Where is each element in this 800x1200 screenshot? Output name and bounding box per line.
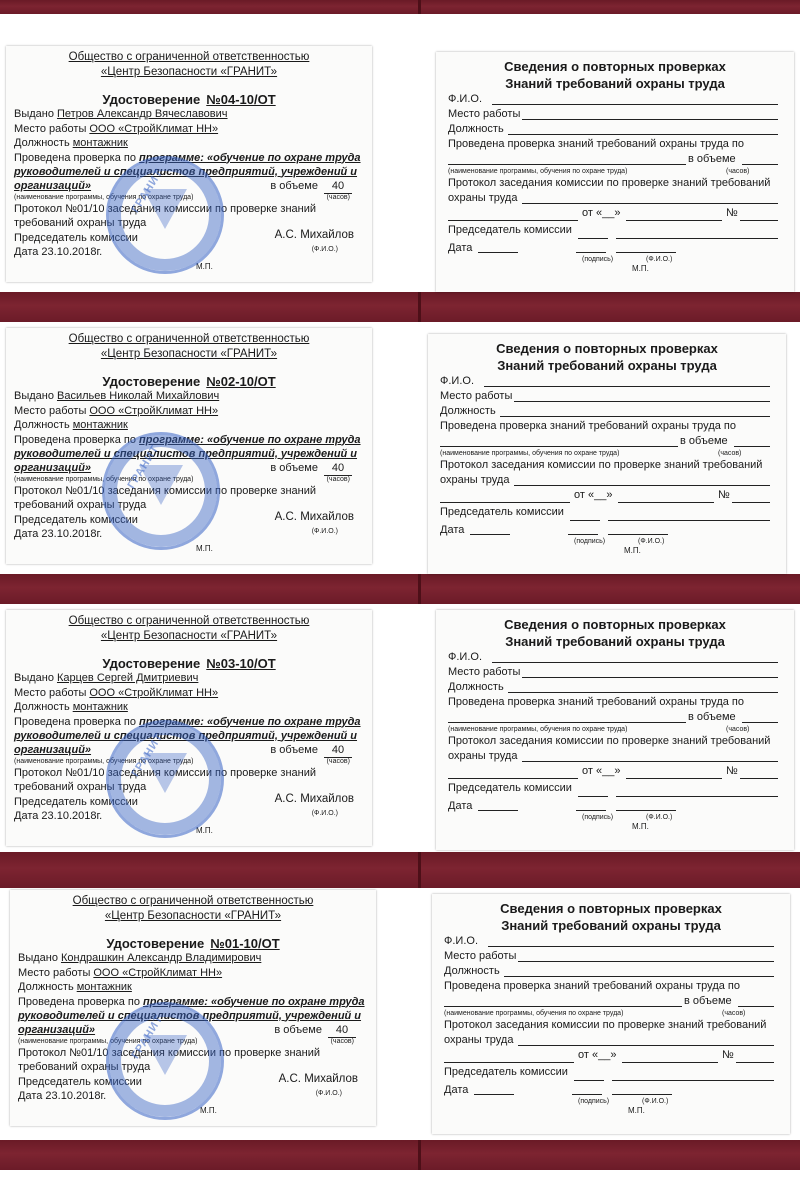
- volume: [270, 743, 352, 758]
- workplace-label: Место работы: [448, 108, 521, 120]
- protocol-line-2: требований охраны труда: [14, 217, 147, 229]
- program-hint: (наименование программы, обучения по охране труда): [14, 757, 194, 765]
- volume-value: 40: [324, 179, 352, 194]
- date-row: [436, 799, 794, 813]
- position-row: [428, 404, 786, 419]
- hours-hint: (часов): [326, 475, 350, 483]
- check-row: [428, 419, 786, 434]
- issue-date: Дата 23.10.2018г.: [14, 809, 103, 822]
- protocol-line-1: Протокол заседания комиссии по проверке знаний требований: [448, 177, 771, 189]
- sign-hints: [428, 537, 786, 546]
- protocol-date-row: [436, 764, 794, 781]
- number-label: №: [718, 489, 730, 501]
- program-line-3: организаций»: [14, 743, 92, 756]
- issued-to: Васильев Николай Михайлович: [56, 390, 220, 402]
- check-label: Проведена проверка знаний требований охраны труда по: [448, 696, 744, 708]
- chair-label: Председатель комиссии: [448, 782, 572, 794]
- company-seal: ГРАНИТ: [106, 1002, 224, 1120]
- protocol-line-2: охраны труда: [448, 192, 518, 204]
- mp-row: [432, 1106, 790, 1115]
- fio-row: [428, 374, 786, 389]
- issue-date: Дата 23.10.2018г.: [14, 527, 103, 540]
- position-label: Должность: [14, 137, 70, 149]
- organization-name: [10, 894, 376, 924]
- position-row: [432, 964, 790, 979]
- program-block: [6, 715, 372, 757]
- volume-value: 40: [324, 461, 352, 476]
- date-label: Дата: [448, 800, 473, 812]
- company-seal: ГРАНИТ: [106, 720, 224, 838]
- certificate-card: [6, 328, 372, 564]
- org-line-1: Общество с ограниченной ответственностью: [68, 51, 310, 63]
- position-label: Должность: [448, 123, 504, 135]
- org-line-2: «Центр Безопасности «ГРАНИТ»: [104, 910, 282, 922]
- title-text: Удостоверение: [102, 374, 201, 389]
- check-label: Проведена проверка по: [14, 433, 136, 446]
- workplace-value: ООО «СтройКлимат НН»: [89, 122, 219, 135]
- mp-row: [436, 822, 794, 831]
- workplace-value: ООО «СтройКлимат НН»: [93, 966, 223, 979]
- fio-row: [432, 934, 790, 949]
- issued-row: [6, 671, 372, 686]
- program-line-3: организаций»: [14, 461, 92, 474]
- workplace-value: ООО «СтройКлимат НН»: [89, 404, 219, 417]
- date-row: [10, 1089, 376, 1115]
- workplace-row: [432, 949, 790, 964]
- program-line-1: программе: «обучение по охране труда: [143, 995, 365, 1008]
- fio-hint: (Ф.И.О.): [311, 245, 338, 253]
- chair-name: А.С. Михайлов: [274, 228, 354, 241]
- from-label: от «__»: [574, 489, 613, 501]
- check-row: [436, 137, 794, 152]
- recheck-title-line-2: Знаний требований охраны труда: [497, 358, 717, 373]
- protocol-line-2: требований охраны труда: [14, 781, 147, 793]
- protocol-date-row: [432, 1048, 790, 1065]
- chair-name: А.С. Михайлов: [274, 510, 354, 523]
- org-line-2: «Центр Безопасности «ГРАНИТ»: [100, 66, 278, 78]
- from-label: от «__»: [582, 765, 621, 777]
- date-label: Дата: [440, 524, 465, 536]
- volume-label: в объеме: [270, 179, 318, 192]
- hours-hint: (часов): [330, 1037, 354, 1045]
- recheck-title-line-1: Сведения о повторных проверках: [504, 617, 726, 632]
- number-label: №: [722, 1049, 734, 1061]
- issued-row: [6, 389, 372, 404]
- chair-name: А.С. Михайлов: [278, 1072, 358, 1085]
- workplace-row: [6, 686, 372, 701]
- recheck-title-line-1: Сведения о повторных проверках: [496, 341, 718, 356]
- volume: [270, 179, 352, 194]
- program-block: [10, 995, 376, 1037]
- date-row: [428, 523, 786, 537]
- workplace-row: [6, 122, 372, 137]
- protocol-line-2: охраны труда: [440, 474, 510, 486]
- position-row: [436, 122, 794, 137]
- date-row: [6, 527, 372, 553]
- chair-label: Председатель комиссии: [18, 1075, 142, 1088]
- workplace-label: Место работы: [440, 390, 513, 402]
- number-label: №: [726, 207, 738, 219]
- fio-hint: (Ф.И.О.): [315, 1089, 342, 1097]
- program-hint: (наименование программы, обучения по охране труда): [440, 450, 620, 457]
- certificate-card: [6, 46, 372, 282]
- check-row: [432, 979, 790, 994]
- recheck-card: [436, 610, 794, 850]
- hours-hint: (часов): [726, 168, 750, 175]
- date-row: [432, 1083, 790, 1097]
- volume-value: 40: [328, 1023, 356, 1038]
- program-line-2: руководителей и специалистов предприятий, учреждений и: [18, 1009, 362, 1022]
- protocol-row-2: [436, 191, 794, 206]
- date-row: [436, 241, 794, 255]
- recheck-title-line-2: Знаний требований охраны труда: [505, 634, 725, 649]
- workplace-row: [436, 107, 794, 122]
- check-label: Проведена проверка знаний требований охраны труда по: [440, 420, 736, 432]
- fio-label: Ф.И.О.: [440, 375, 474, 387]
- program-hints: [6, 475, 372, 484]
- program-hint: (наименование программы, обучения по охране труда): [14, 475, 194, 483]
- stamp-place: М.П.: [628, 1106, 645, 1115]
- fio-row: [436, 92, 794, 107]
- sign-hints: [436, 255, 794, 264]
- program-line-3: организаций»: [18, 1023, 96, 1036]
- volume-label: в объеме: [684, 995, 732, 1007]
- sign-hint: (подпись): [582, 814, 614, 821]
- org-line-1: Общество с ограниченной ответственностью: [68, 333, 310, 345]
- program-hint: (наименование программы, обучения по охране труда): [444, 1010, 624, 1017]
- hours-hint: (часов): [326, 193, 350, 201]
- program-line-1: программе: «обучение по охране труда: [139, 715, 361, 728]
- protocol-line-1: Протокол заседания комиссии по проверке знаний требований: [444, 1019, 767, 1031]
- program-hint: (наименование программы, обучения по охране труда): [448, 726, 628, 733]
- stamp-place: М.П.: [196, 543, 213, 553]
- program-hints: [6, 193, 372, 202]
- sign-hints: [432, 1097, 790, 1106]
- fio-hint: (Ф.И.О.): [311, 809, 338, 817]
- program-hints: [436, 725, 794, 734]
- recheck-title: [436, 58, 794, 92]
- org-line-2: «Центр Безопасности «ГРАНИТ»: [100, 630, 278, 642]
- protocol-line-2: охраны труда: [444, 1034, 514, 1046]
- date-row: [6, 245, 372, 271]
- date-label: Дата: [444, 1084, 469, 1096]
- position-value: монтажник: [72, 701, 128, 713]
- mp-row: [436, 264, 794, 273]
- issued-to: Петров Александр Вячеславович: [56, 108, 228, 120]
- recheck-title: [432, 900, 790, 934]
- fio-hint: (Ф.И.О.): [646, 814, 673, 821]
- position-row: [10, 980, 376, 995]
- recheck-card: [432, 894, 790, 1134]
- cover-band-2: [0, 292, 800, 322]
- hours-hint: (часов): [726, 726, 750, 733]
- sign-hint: (подпись): [574, 538, 606, 545]
- chair-label: Председатель комиссии: [14, 513, 138, 526]
- fio-label: Ф.И.О.: [448, 651, 482, 663]
- volume-label: в объеме: [270, 461, 318, 474]
- issue-date: Дата 23.10.2018г.: [14, 245, 103, 258]
- workplace-row: [6, 404, 372, 419]
- title-text: Удостоверение: [102, 92, 201, 107]
- position-label: Должность: [14, 701, 70, 713]
- issued-to: Карцев Сергей Дмитриевич: [56, 672, 199, 684]
- position-value: монтажник: [72, 137, 128, 149]
- protocol-line-1: Протокол заседания комиссии по проверке знаний требований: [440, 459, 763, 471]
- program-row: [436, 152, 794, 167]
- fio-hint: (Ф.И.О.): [638, 538, 665, 545]
- protocol-line-2: требований охраны труда: [18, 1061, 151, 1073]
- position-label: Должность: [14, 419, 70, 431]
- program-line-1: программе: «обучение по охране труда: [139, 433, 361, 446]
- recheck-title: [436, 616, 794, 650]
- fio-hint: (Ф.И.О.): [642, 1098, 669, 1105]
- date-row: [6, 809, 372, 835]
- volume-label: в объеме: [680, 435, 728, 447]
- hours-hint: (часов): [326, 757, 350, 765]
- recheck-title: [428, 340, 786, 374]
- volume: [270, 461, 352, 476]
- check-label: Проведена проверка знаний требований охраны труда по: [448, 138, 744, 150]
- program-hints: [10, 1037, 376, 1046]
- chair-label: Председатель комиссии: [448, 224, 572, 236]
- workplace-label: Место работы: [14, 686, 87, 699]
- organization-name: [6, 50, 372, 80]
- workplace-label: Место работы: [18, 966, 91, 979]
- check-label: Проведена проверка знаний требований охраны труда по: [444, 980, 740, 992]
- stamp-place: М.П.: [196, 825, 213, 835]
- program-hints: [428, 449, 786, 458]
- workplace-label: Место работы: [444, 950, 517, 962]
- program-line-2: руководителей и специалистов предприятий, учреждений и: [14, 165, 358, 178]
- volume-value: 40: [324, 743, 352, 758]
- stamp-place: М.П.: [196, 261, 213, 271]
- certificate-card: [6, 610, 372, 846]
- certificate-number: №02-10/ОТ: [206, 374, 276, 389]
- org-line-1: Общество с ограниченной ответственностью: [72, 895, 314, 907]
- program-hint: (наименование программы, обучения по охране труда): [14, 193, 194, 201]
- title-text: Удостоверение: [102, 656, 201, 671]
- protocol-line-1: Протокол №01/10 заседания комиссии по проверке знаний: [18, 1046, 321, 1059]
- workplace-label: Место работы: [448, 666, 521, 678]
- chair-label: Председатель комиссии: [444, 1066, 568, 1078]
- position-value: монтажник: [72, 419, 128, 431]
- org-line-2: «Центр Безопасности «ГРАНИТ»: [100, 348, 278, 360]
- program-row: [428, 434, 786, 449]
- company-seal: ГРАНИТ: [102, 432, 220, 550]
- issued-to: Кондрашкин Александр Владимирович: [60, 952, 262, 964]
- sign-hints: [436, 813, 794, 822]
- workplace-value: ООО «СтройКлимат НН»: [89, 686, 219, 699]
- title-text: Удостоверение: [106, 936, 205, 951]
- chair-label: Председатель комиссии: [14, 231, 138, 244]
- mp-row: [428, 546, 786, 555]
- certificate-title: [6, 374, 372, 389]
- recheck-card: [436, 52, 794, 292]
- hours-hint: (часов): [718, 450, 742, 457]
- protocol-row-2: [432, 1033, 790, 1048]
- workplace-row: [10, 966, 376, 981]
- chair-name: А.С. Михайлов: [274, 792, 354, 805]
- issued-row: [6, 107, 372, 122]
- protocol-line-2: охраны труда: [448, 750, 518, 762]
- protocol-date-row: [428, 488, 786, 505]
- workplace-row: [436, 665, 794, 680]
- program-hints: [436, 167, 794, 176]
- protocol-line-1: Протокол №01/10 заседания комиссии по проверке знаний: [14, 484, 317, 497]
- protocol-row-2: [428, 473, 786, 488]
- check-label: Проведена проверка по: [14, 151, 136, 164]
- date-label: Дата: [448, 242, 473, 254]
- stamp-place: М.П.: [624, 546, 641, 555]
- position-row: [436, 680, 794, 695]
- check-row: [436, 695, 794, 710]
- position-row: [6, 418, 372, 433]
- fio-label: Ф.И.О.: [444, 935, 478, 947]
- program-block: [6, 433, 372, 475]
- recheck-title-line-1: Сведения о повторных проверках: [500, 901, 722, 916]
- program-hint: (наименование программы, обучения по охране труда): [448, 168, 628, 175]
- position-label: Должность: [448, 681, 504, 693]
- program-line-2: руководителей и специалистов предприятий, учреждений и: [14, 729, 358, 742]
- org-line-1: Общество с ограниченной ответственностью: [68, 615, 310, 627]
- protocol-date-row: [436, 206, 794, 223]
- issued-label: Выдано: [14, 108, 54, 120]
- protocol-line-1: Протокол №01/10 заседания комиссии по проверке знаний: [14, 766, 317, 779]
- sign-hint: (подпись): [578, 1098, 610, 1105]
- recheck-title-line-2: Знаний требований охраны труда: [505, 76, 725, 91]
- issued-label: Выдано: [18, 952, 58, 964]
- from-label: от «__»: [578, 1049, 617, 1061]
- issued-label: Выдано: [14, 390, 54, 402]
- sign-hint: (подпись): [582, 256, 614, 263]
- chair-row: [428, 505, 786, 523]
- recheck-card: [428, 334, 786, 574]
- recheck-title-line-2: Знаний требований охраны труда: [501, 918, 721, 933]
- cover-band-1: [0, 0, 800, 14]
- program-line-2: руководителей и специалистов предприятий, учреждений и: [14, 447, 358, 460]
- check-label: Проведена проверка по: [18, 995, 140, 1008]
- stamp-place: М.П.: [632, 822, 649, 831]
- program-block: [6, 151, 372, 193]
- certificate-number: №04-10/ОТ: [206, 92, 276, 107]
- fio-hint: (Ф.И.О.): [311, 527, 338, 535]
- issued-label: Выдано: [14, 672, 54, 684]
- stamp-place: М.П.: [200, 1105, 217, 1115]
- protocol-line-2: требований охраны труда: [14, 499, 147, 511]
- position-label: Должность: [18, 981, 74, 993]
- fio-hint: (Ф.И.О.): [646, 256, 673, 263]
- organization-name: [6, 332, 372, 362]
- position-row: [6, 700, 372, 715]
- fio-label: Ф.И.О.: [448, 93, 482, 105]
- program-hints: [432, 1009, 790, 1018]
- organization-name: [6, 614, 372, 644]
- chair-label: Председатель комиссии: [14, 795, 138, 808]
- chair-row: [436, 781, 794, 799]
- stamp-place: М.П.: [632, 264, 649, 273]
- chair-row: [436, 223, 794, 241]
- hours-hint: (часов): [722, 1010, 746, 1017]
- position-label: Должность: [440, 405, 496, 417]
- workplace-row: [428, 389, 786, 404]
- number-label: №: [726, 765, 738, 777]
- certificate-title: [10, 936, 376, 951]
- company-seal: ГРАНИТ: [106, 156, 224, 274]
- workplace-label: Место работы: [14, 122, 87, 135]
- protocol-row-2: [436, 749, 794, 764]
- protocol-line-1: Протокол заседания комиссии по проверке знаний требований: [448, 735, 771, 747]
- cover-band-3: [0, 574, 800, 604]
- position-value: монтажник: [76, 981, 132, 993]
- protocol-line-1: Протокол №01/10 заседания комиссии по проверке знаний: [14, 202, 317, 215]
- volume: [274, 1023, 356, 1038]
- program-row: [432, 994, 790, 1009]
- program-hints: [6, 757, 372, 766]
- program-line-1: программе: «обучение по охране труда: [139, 151, 361, 164]
- volume-label: в объеме: [688, 153, 736, 165]
- certificate-card: [10, 890, 376, 1126]
- recheck-title-line-1: Сведения о повторных проверках: [504, 59, 726, 74]
- certificate-number: №01-10/ОТ: [210, 936, 280, 951]
- cover-band-4: [0, 852, 800, 888]
- from-label: от «__»: [582, 207, 621, 219]
- volume-label: в объеме: [688, 711, 736, 723]
- volume-label: в объеме: [270, 743, 318, 756]
- program-hint: (наименование программы, обучения по охране труда): [18, 1037, 198, 1045]
- chair-row: [432, 1065, 790, 1083]
- certificate-number: №03-10/ОТ: [206, 656, 276, 671]
- certificate-title: [6, 656, 372, 671]
- issued-row: [10, 951, 376, 966]
- fio-row: [436, 650, 794, 665]
- chair-label: Председатель комиссии: [440, 506, 564, 518]
- check-label: Проведена проверка по: [14, 715, 136, 728]
- volume-label: в объеме: [274, 1023, 322, 1036]
- program-line-3: организаций»: [14, 179, 92, 192]
- position-row: [6, 136, 372, 151]
- issue-date: Дата 23.10.2018г.: [18, 1089, 107, 1102]
- position-label: Должность: [444, 965, 500, 977]
- program-row: [436, 710, 794, 725]
- certificate-title: [6, 92, 372, 107]
- cover-band-5: [0, 1140, 800, 1170]
- workplace-label: Место работы: [14, 404, 87, 417]
